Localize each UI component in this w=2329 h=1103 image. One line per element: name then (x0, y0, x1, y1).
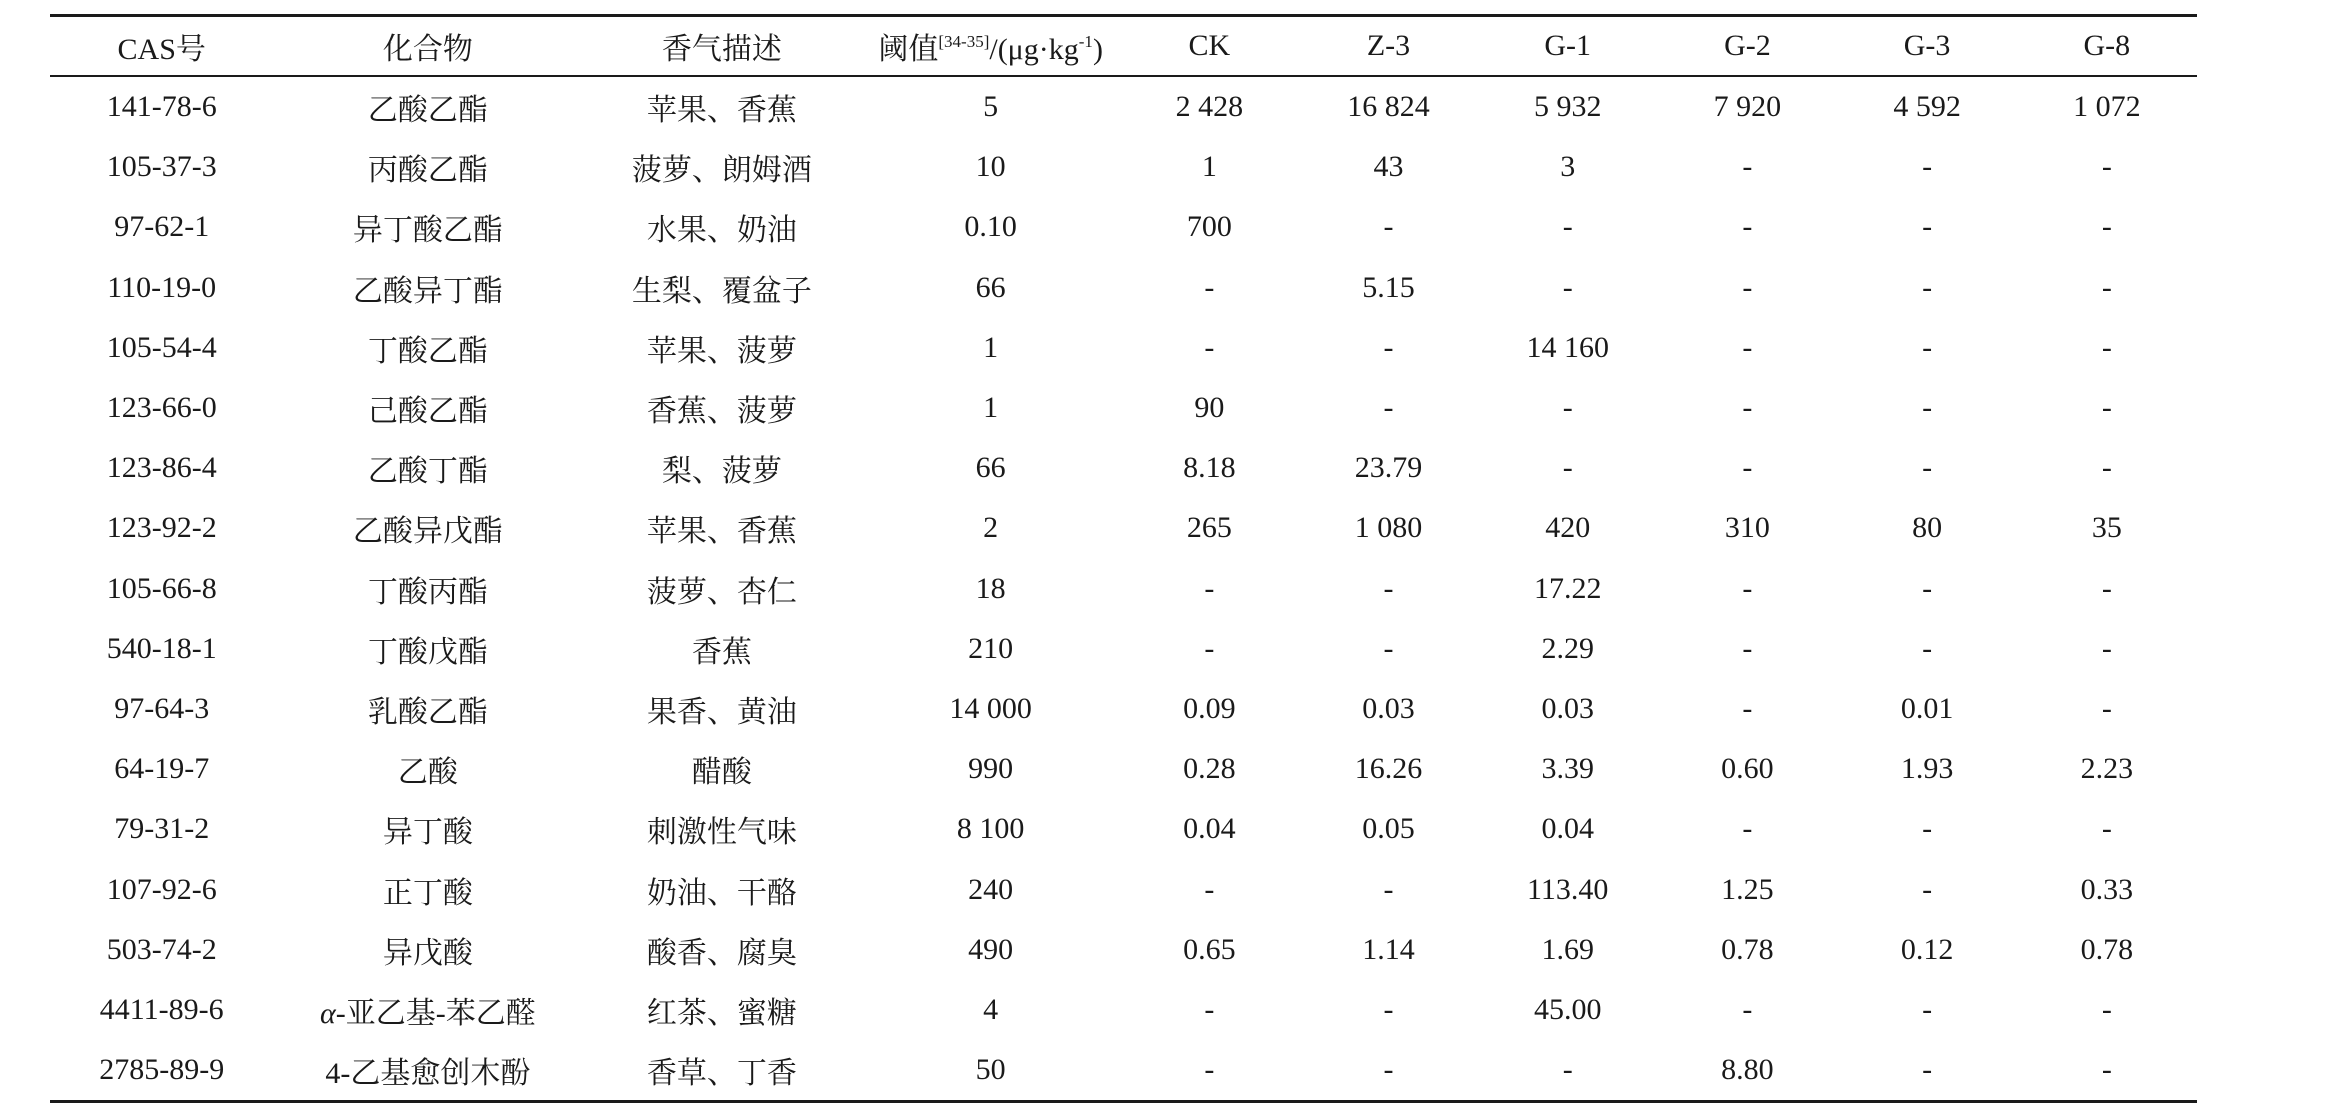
cell-ck: - (1204, 270, 1215, 304)
cell-z3: - (1383, 631, 1394, 665)
cell-g8: - (2101, 992, 2112, 1026)
table-row (50, 197, 2197, 257)
table-row (50, 378, 2197, 438)
compound-name: 乙酸异丁酯 (352, 274, 503, 308)
cell-aroma: 香蕉、菠萝 (646, 395, 797, 429)
cell-compound (273, 980, 582, 1040)
cell-compound (273, 859, 582, 919)
cell-threshold: 490 (968, 932, 1014, 966)
cell-g3: - (1922, 391, 1933, 425)
header-row (50, 16, 2197, 77)
cell-g1: 420 (1545, 511, 1591, 545)
header-threshold (862, 16, 1120, 77)
compound-name: 乙酸乙酯 (367, 94, 488, 128)
cell-z3: - (1383, 1053, 1394, 1087)
cell-compound (273, 799, 582, 859)
cell-z3: - (1383, 391, 1394, 425)
cell-threshold: 210 (968, 631, 1014, 665)
cell-g3: - (1922, 330, 1933, 364)
cell-aroma: 梨、菠萝 (661, 455, 782, 489)
cell-g2: - (1742, 571, 1753, 605)
cell-ck: 1 (1201, 150, 1217, 184)
cell-g2: - (1742, 631, 1753, 665)
cell-ck: 265 (1186, 511, 1232, 545)
cell-g2: - (1742, 210, 1753, 244)
cell-g2: 0.60 (1721, 752, 1774, 786)
cell-cas: 79-31-2 (114, 812, 210, 846)
cell-g3: - (1922, 992, 1933, 1026)
table-row (50, 980, 2197, 1040)
cell-g8: 0.33 (2080, 872, 2134, 906)
compound-name: 异戊酸 (382, 936, 473, 970)
cell-g8: - (2101, 571, 2112, 605)
header-compound: 化合物 (382, 33, 473, 66)
cell-g3: - (1922, 872, 1933, 906)
cell-threshold: 2 (983, 511, 999, 545)
table-row (50, 619, 2197, 679)
cell-z3: 43 (1373, 150, 1404, 184)
cell-aroma: 奶油、干酪 (646, 876, 797, 910)
cell-z3: - (1383, 330, 1394, 364)
cell-g3: - (1922, 210, 1933, 244)
cell-cas: 123-92-2 (106, 511, 217, 545)
cell-compound (273, 76, 582, 137)
aroma-compounds-table (50, 14, 2197, 1103)
cell-g3: - (1922, 812, 1933, 846)
cell-z3: 0.03 (1362, 691, 1415, 725)
cell-g3: 1.93 (1900, 752, 1954, 786)
compound-name: 正丁酸 (382, 876, 473, 910)
cell-aroma: 刺激性气味 (646, 816, 797, 850)
cell-compound (273, 137, 582, 197)
header-cas: CAS号 (117, 33, 206, 66)
table-row (50, 258, 2197, 318)
cell-aroma: 香蕉 (691, 635, 752, 669)
cell-g3: 0.01 (1900, 691, 1954, 725)
cell-threshold: 14 000 (949, 691, 1032, 725)
cell-g8: - (2101, 691, 2112, 725)
threshold-unit-exponent: -1 (1078, 32, 1093, 51)
cell-aroma: 红茶、蜜糖 (646, 996, 797, 1030)
compound-name: 乙酸异戊酯 (352, 515, 503, 549)
cell-ck: 0.28 (1183, 752, 1236, 786)
cell-g8: - (2101, 270, 2112, 304)
cell-g8: 0.78 (2080, 932, 2134, 966)
aroma-compounds-table-container (50, 14, 2197, 1103)
cell-ck: - (1204, 992, 1215, 1026)
cell-g2: - (1742, 812, 1753, 846)
cell-compound (273, 378, 582, 438)
cell-cas: 503-74-2 (106, 932, 217, 966)
cell-cas: 97-62-1 (114, 210, 210, 244)
cell-g8: - (2101, 150, 2112, 184)
cell-g1: 3.39 (1541, 752, 1594, 786)
cell-g1: - (1562, 451, 1573, 485)
threshold-reference: [34-35] (938, 32, 990, 51)
cell-g1: 45.00 (1533, 992, 1602, 1026)
cell-g3: - (1922, 270, 1933, 304)
table-row (50, 859, 2197, 919)
cell-z3: - (1383, 571, 1394, 605)
table-row (50, 920, 2197, 980)
header-g1: G-1 (1544, 29, 1592, 62)
cell-g2: 7 920 (1713, 90, 1782, 124)
cell-aroma: 苹果、香蕉 (646, 515, 797, 549)
cell-g8: - (2101, 330, 2112, 364)
cell-cas: 105-37-3 (106, 150, 217, 184)
cell-ck: 0.09 (1183, 691, 1236, 725)
cell-g8: - (2101, 812, 2112, 846)
cell-z3: 5.15 (1362, 270, 1415, 304)
cell-cas: 110-19-0 (107, 270, 217, 304)
cell-g3: - (1922, 571, 1933, 605)
cell-threshold: 0.10 (964, 210, 1017, 244)
cell-cas: 107-92-6 (106, 872, 217, 906)
cell-cas: 141-78-6 (106, 90, 217, 124)
cell-cas: 2785-89-9 (99, 1053, 225, 1087)
cell-g8: 2.23 (2080, 752, 2134, 786)
cell-compound (273, 498, 582, 558)
table-header (50, 16, 2197, 77)
header-aroma: 香气描述 (661, 33, 782, 66)
cell-g3: 4 592 (1893, 90, 1961, 124)
cell-aroma: 水果、奶油 (646, 214, 797, 248)
cell-g1: 14 160 (1526, 330, 1609, 364)
cell-compound (273, 1040, 582, 1102)
cell-g2: - (1742, 150, 1753, 184)
table-row (50, 438, 2197, 498)
cell-g1: 0.04 (1541, 812, 1594, 846)
cell-aroma: 酸香、腐臭 (646, 936, 797, 970)
cell-g2: 1.25 (1721, 872, 1774, 906)
cell-cas: 105-66-8 (106, 571, 217, 605)
cell-g3: - (1922, 150, 1933, 184)
cell-threshold: 5 (983, 90, 999, 124)
cell-g8: 1 072 (2073, 90, 2141, 124)
cell-cas: 123-66-0 (106, 391, 217, 425)
table-body (50, 76, 2197, 1102)
cell-aroma: 醋酸 (691, 756, 752, 790)
compound-name: 异丁酸 (382, 816, 473, 850)
cell-g8: - (2101, 451, 2112, 485)
compound-name: 丁酸乙酯 (367, 334, 488, 368)
compound-name: 丙酸乙酯 (367, 154, 488, 188)
compound-name: 丁酸戊酯 (367, 635, 488, 669)
table-row (50, 137, 2197, 197)
cell-compound (273, 920, 582, 980)
cell-cas: 4411-89-6 (99, 992, 224, 1026)
cell-threshold: 50 (975, 1053, 1006, 1087)
cell-g1: - (1562, 270, 1573, 304)
header-ck: CK (1188, 29, 1231, 62)
cell-z3: - (1383, 992, 1394, 1026)
cell-cas: 105-54-4 (106, 330, 217, 364)
cell-compound (273, 318, 582, 378)
cell-g2: - (1742, 391, 1753, 425)
cell-threshold: 8 100 (956, 812, 1025, 846)
cell-g3: - (1922, 631, 1933, 665)
cell-cas: 97-64-3 (114, 691, 210, 725)
cell-threshold: 10 (975, 150, 1006, 184)
cell-g2: - (1742, 330, 1753, 364)
cell-aroma: 苹果、香蕉 (646, 94, 797, 128)
cell-g1: - (1562, 391, 1573, 425)
cell-compound (273, 679, 582, 739)
cell-g2: 0.78 (1721, 932, 1774, 966)
cell-g1: - (1562, 210, 1573, 244)
cell-g8: - (2101, 631, 2112, 665)
compound-name: 乳酸乙酯 (367, 695, 488, 729)
header-g3: G-3 (1903, 29, 1951, 62)
cell-compound (273, 438, 582, 498)
cell-ck: 90 (1194, 391, 1225, 425)
cell-g2: - (1742, 992, 1753, 1026)
cell-threshold: 66 (975, 270, 1006, 304)
cell-ck: 2 428 (1175, 90, 1244, 124)
cell-aroma: 苹果、菠萝 (646, 334, 797, 368)
cell-compound (273, 559, 582, 619)
compound-name: 异丁酸乙酯 (352, 214, 503, 248)
cell-cas: 123-86-4 (106, 451, 217, 485)
cell-threshold: 240 (968, 872, 1014, 906)
cell-g3: 0.12 (1900, 932, 1954, 966)
cell-g8: 35 (2091, 511, 2122, 545)
cell-g1: 3 (1560, 150, 1576, 184)
cell-compound (273, 739, 582, 799)
table-row (50, 739, 2197, 799)
table-row (50, 318, 2197, 378)
table-row (50, 679, 2197, 739)
cell-threshold: 1 (983, 330, 999, 364)
cell-g2: 8.80 (1721, 1053, 1774, 1087)
compound-name: 己酸乙酯 (367, 395, 488, 429)
cell-z3: 0.05 (1362, 812, 1415, 846)
table-row (50, 498, 2197, 558)
cell-threshold: 18 (975, 571, 1006, 605)
cell-cas: 540-18-1 (106, 631, 217, 665)
cell-g8: - (2101, 210, 2112, 244)
cell-ck: 8.18 (1183, 451, 1236, 485)
cell-aroma: 香草、丁香 (646, 1057, 797, 1091)
compound-prefix: α (319, 996, 336, 1030)
cell-ck: 0.65 (1183, 932, 1236, 966)
cell-g8: - (2101, 1053, 2112, 1087)
cell-cas: 64-19-7 (114, 752, 210, 786)
cell-aroma: 果香、黄油 (646, 695, 797, 729)
table-row (50, 799, 2197, 859)
cell-g1: 17.22 (1533, 571, 1602, 605)
cell-g1: 113.40 (1527, 872, 1609, 906)
table-row (50, 559, 2197, 619)
header-z3: Z-3 (1366, 29, 1411, 62)
cell-g1: 0.03 (1541, 691, 1594, 725)
cell-aroma: 生梨、覆盆子 (631, 274, 812, 308)
cell-z3: 23.79 (1354, 451, 1423, 485)
header-g2: G-2 (1724, 29, 1771, 62)
cell-g1: 5 932 (1533, 90, 1602, 124)
compound-name: 乙酸 (397, 756, 458, 790)
cell-g3: - (1922, 1053, 1933, 1087)
compound-name: -亚乙基-苯乙醛 (335, 996, 536, 1030)
cell-g3: 80 (1912, 511, 1943, 545)
cell-g2: - (1742, 270, 1753, 304)
cell-g2: 310 (1724, 511, 1770, 545)
cell-z3: - (1383, 210, 1394, 244)
threshold-label: 阈值 (878, 33, 939, 66)
cell-aroma: 菠萝、朗姆酒 (631, 154, 812, 188)
cell-aroma: 菠萝、杏仁 (646, 575, 797, 609)
cell-ck: - (1204, 631, 1215, 665)
cell-ck: - (1204, 330, 1215, 364)
cell-g1: - (1562, 1053, 1573, 1087)
cell-ck: - (1204, 571, 1215, 605)
cell-g1: 1.69 (1541, 932, 1594, 966)
cell-ck: - (1204, 1053, 1215, 1087)
threshold-unit: /(μg·kg (989, 33, 1079, 66)
threshold-unit-close: ) (1092, 33, 1103, 66)
cell-g2: - (1742, 451, 1753, 485)
table-row (50, 1040, 2197, 1102)
cell-compound (273, 258, 582, 318)
cell-ck: - (1204, 872, 1215, 906)
cell-threshold: 66 (975, 451, 1006, 485)
cell-z3: 1.14 (1362, 932, 1415, 966)
cell-g8: - (2101, 391, 2112, 425)
compound-name: 乙酸丁酯 (367, 455, 488, 489)
cell-z3: 1 080 (1354, 511, 1423, 545)
cell-ck: 0.04 (1183, 812, 1236, 846)
cell-compound (273, 619, 582, 679)
cell-threshold: 1 (983, 391, 999, 425)
cell-g1: 2.29 (1541, 631, 1594, 665)
cell-z3: 16 824 (1347, 90, 1430, 124)
header-g8: G-8 (2083, 29, 2131, 62)
compound-name: 4-乙基愈创木酚 (325, 1057, 531, 1091)
table-row (50, 76, 2197, 137)
cell-compound (273, 197, 582, 257)
cell-g2: - (1742, 691, 1753, 725)
cell-threshold: 990 (968, 752, 1014, 786)
cell-ck: 700 (1186, 210, 1232, 244)
cell-g3: - (1922, 451, 1933, 485)
cell-z3: - (1383, 872, 1394, 906)
compound-name: 丁酸丙酯 (367, 575, 488, 609)
cell-z3: 16.26 (1354, 752, 1423, 786)
cell-threshold: 4 (983, 992, 999, 1026)
